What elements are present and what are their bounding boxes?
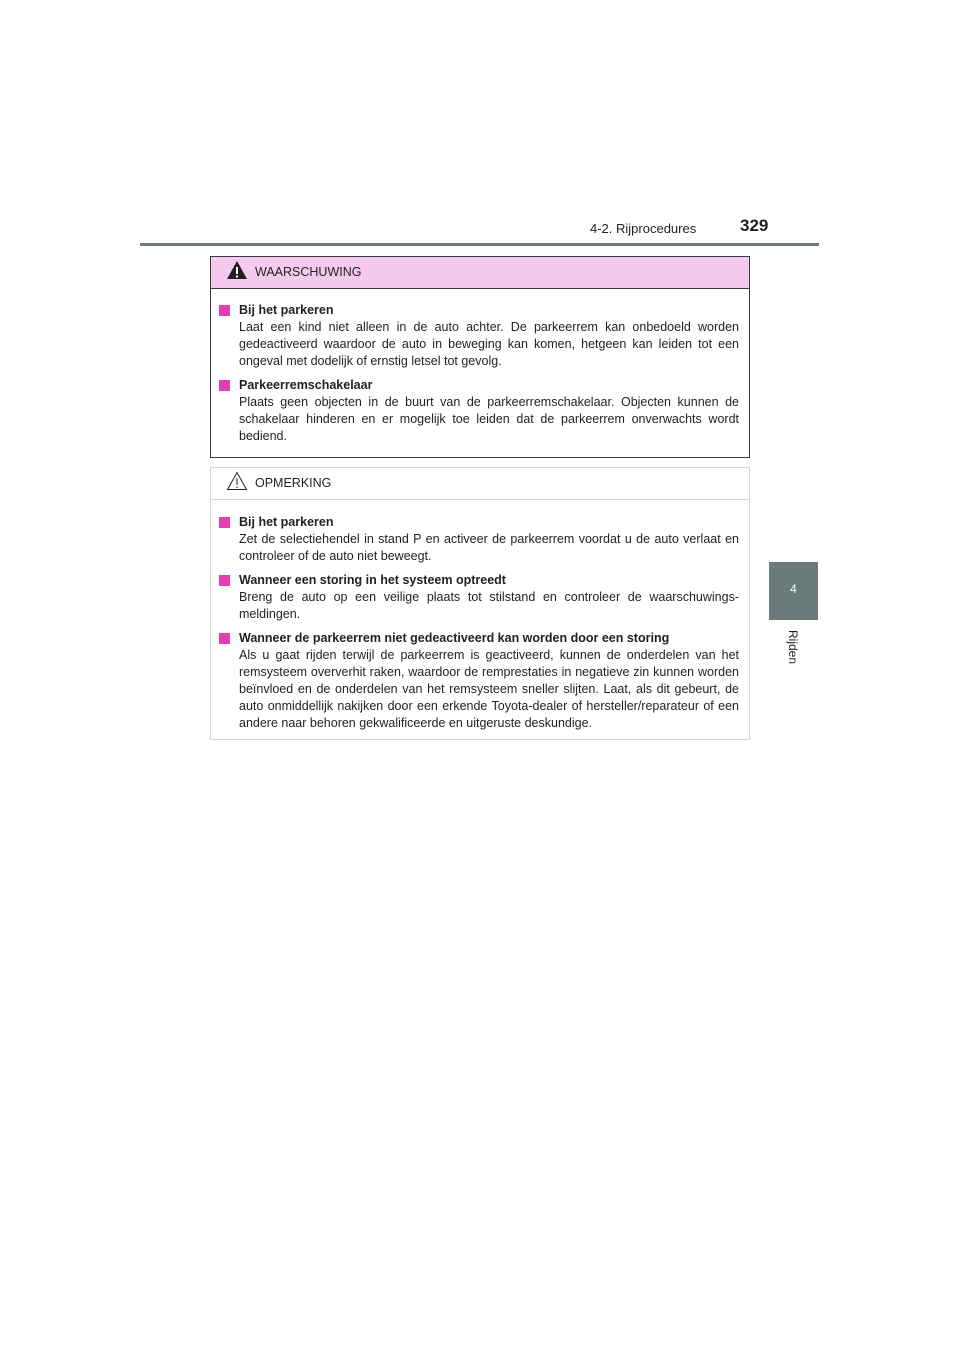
warning-item-title: Bij het parkeren <box>239 303 334 317</box>
warning-triangle-icon <box>226 260 248 280</box>
notice-body <box>211 500 749 732</box>
warning-body <box>211 289 749 445</box>
warning-item <box>219 376 739 445</box>
chapter-label-text: Rijden <box>786 630 800 665</box>
bullet-square-icon <box>219 517 230 528</box>
warning-item-title: Parkeerremschakelaar <box>239 378 373 392</box>
notice-item-title: Wanneer een storing in het systeem optreedt <box>239 573 506 587</box>
notice-item <box>219 629 739 732</box>
caution-triangle-icon <box>226 471 248 491</box>
warning-item-text: Laat een kind niet alleen in de auto achter. De parkeerrem kan onbedoeld worden gedeactiveerd waardoor de auto in beweging kan komen, hetgeen kan leiden tot een ongeval met dodelijk of ernstig letsel tot gevolg. <box>239 320 739 368</box>
header-rule <box>140 243 819 246</box>
notice-item-title: Wanneer de parkeerrem niet gedeactiveerd kan worden door een storing <box>239 631 670 645</box>
notice-item-text: Als u gaat rijden terwijl de parkeerrem is geactiveerd, kunnen de onderdelen van het remsysteem oververhit raken, waardoor de remprestaties in negatieve zin kunnen worden beïnvloed en de onderdelen van het remsysteem sneller slijten. Laat, als dit gebeurt, de auto onmiddellijk nakijken door een erkende Toyota-dealer of hersteller/reparateur of een andere naar behoren gekwalificeerde en uitgeruste deskundige. <box>239 648 739 730</box>
chapter-number: 4 <box>790 582 797 596</box>
warning-header <box>211 257 749 289</box>
bullet-square-icon <box>219 380 230 391</box>
notice-item-text: Zet de selectiehendel in stand P en activeer de parkeerrem voordat u de auto verlaat en controleer of de auto niet beweegt. <box>239 532 739 563</box>
warning-box <box>210 256 750 458</box>
notice-header <box>211 468 749 500</box>
bullet-square-icon <box>219 633 230 644</box>
chapter-tab <box>769 562 818 620</box>
notice-item-title: Bij het parkeren <box>239 515 334 529</box>
warning-title: WAARSCHUWING <box>255 265 362 279</box>
page-number: 329 <box>740 216 769 235</box>
warning-item-text: Plaats geen objecten in de buurt van de parkeerremschakelaar. Objecten kunnen de schakelaar hinderen en er mogelijk toe leiden dat de parkeerrem onverwachts wordt bediend. <box>239 395 739 443</box>
warning-item <box>219 301 739 370</box>
bullet-square-icon <box>219 575 230 586</box>
header-section: 4-2. Rijprocedures <box>590 221 697 236</box>
bullet-square-icon <box>219 305 230 316</box>
notice-item <box>219 571 739 623</box>
chapter-label <box>785 630 801 680</box>
notice-item-text: Breng de auto op een veilige plaats tot stilstand en controleer de waarschuwings-meldingen. <box>239 590 739 621</box>
notice-box <box>210 467 750 740</box>
notice-title: OPMERKING <box>255 476 332 490</box>
notice-item <box>219 513 739 565</box>
